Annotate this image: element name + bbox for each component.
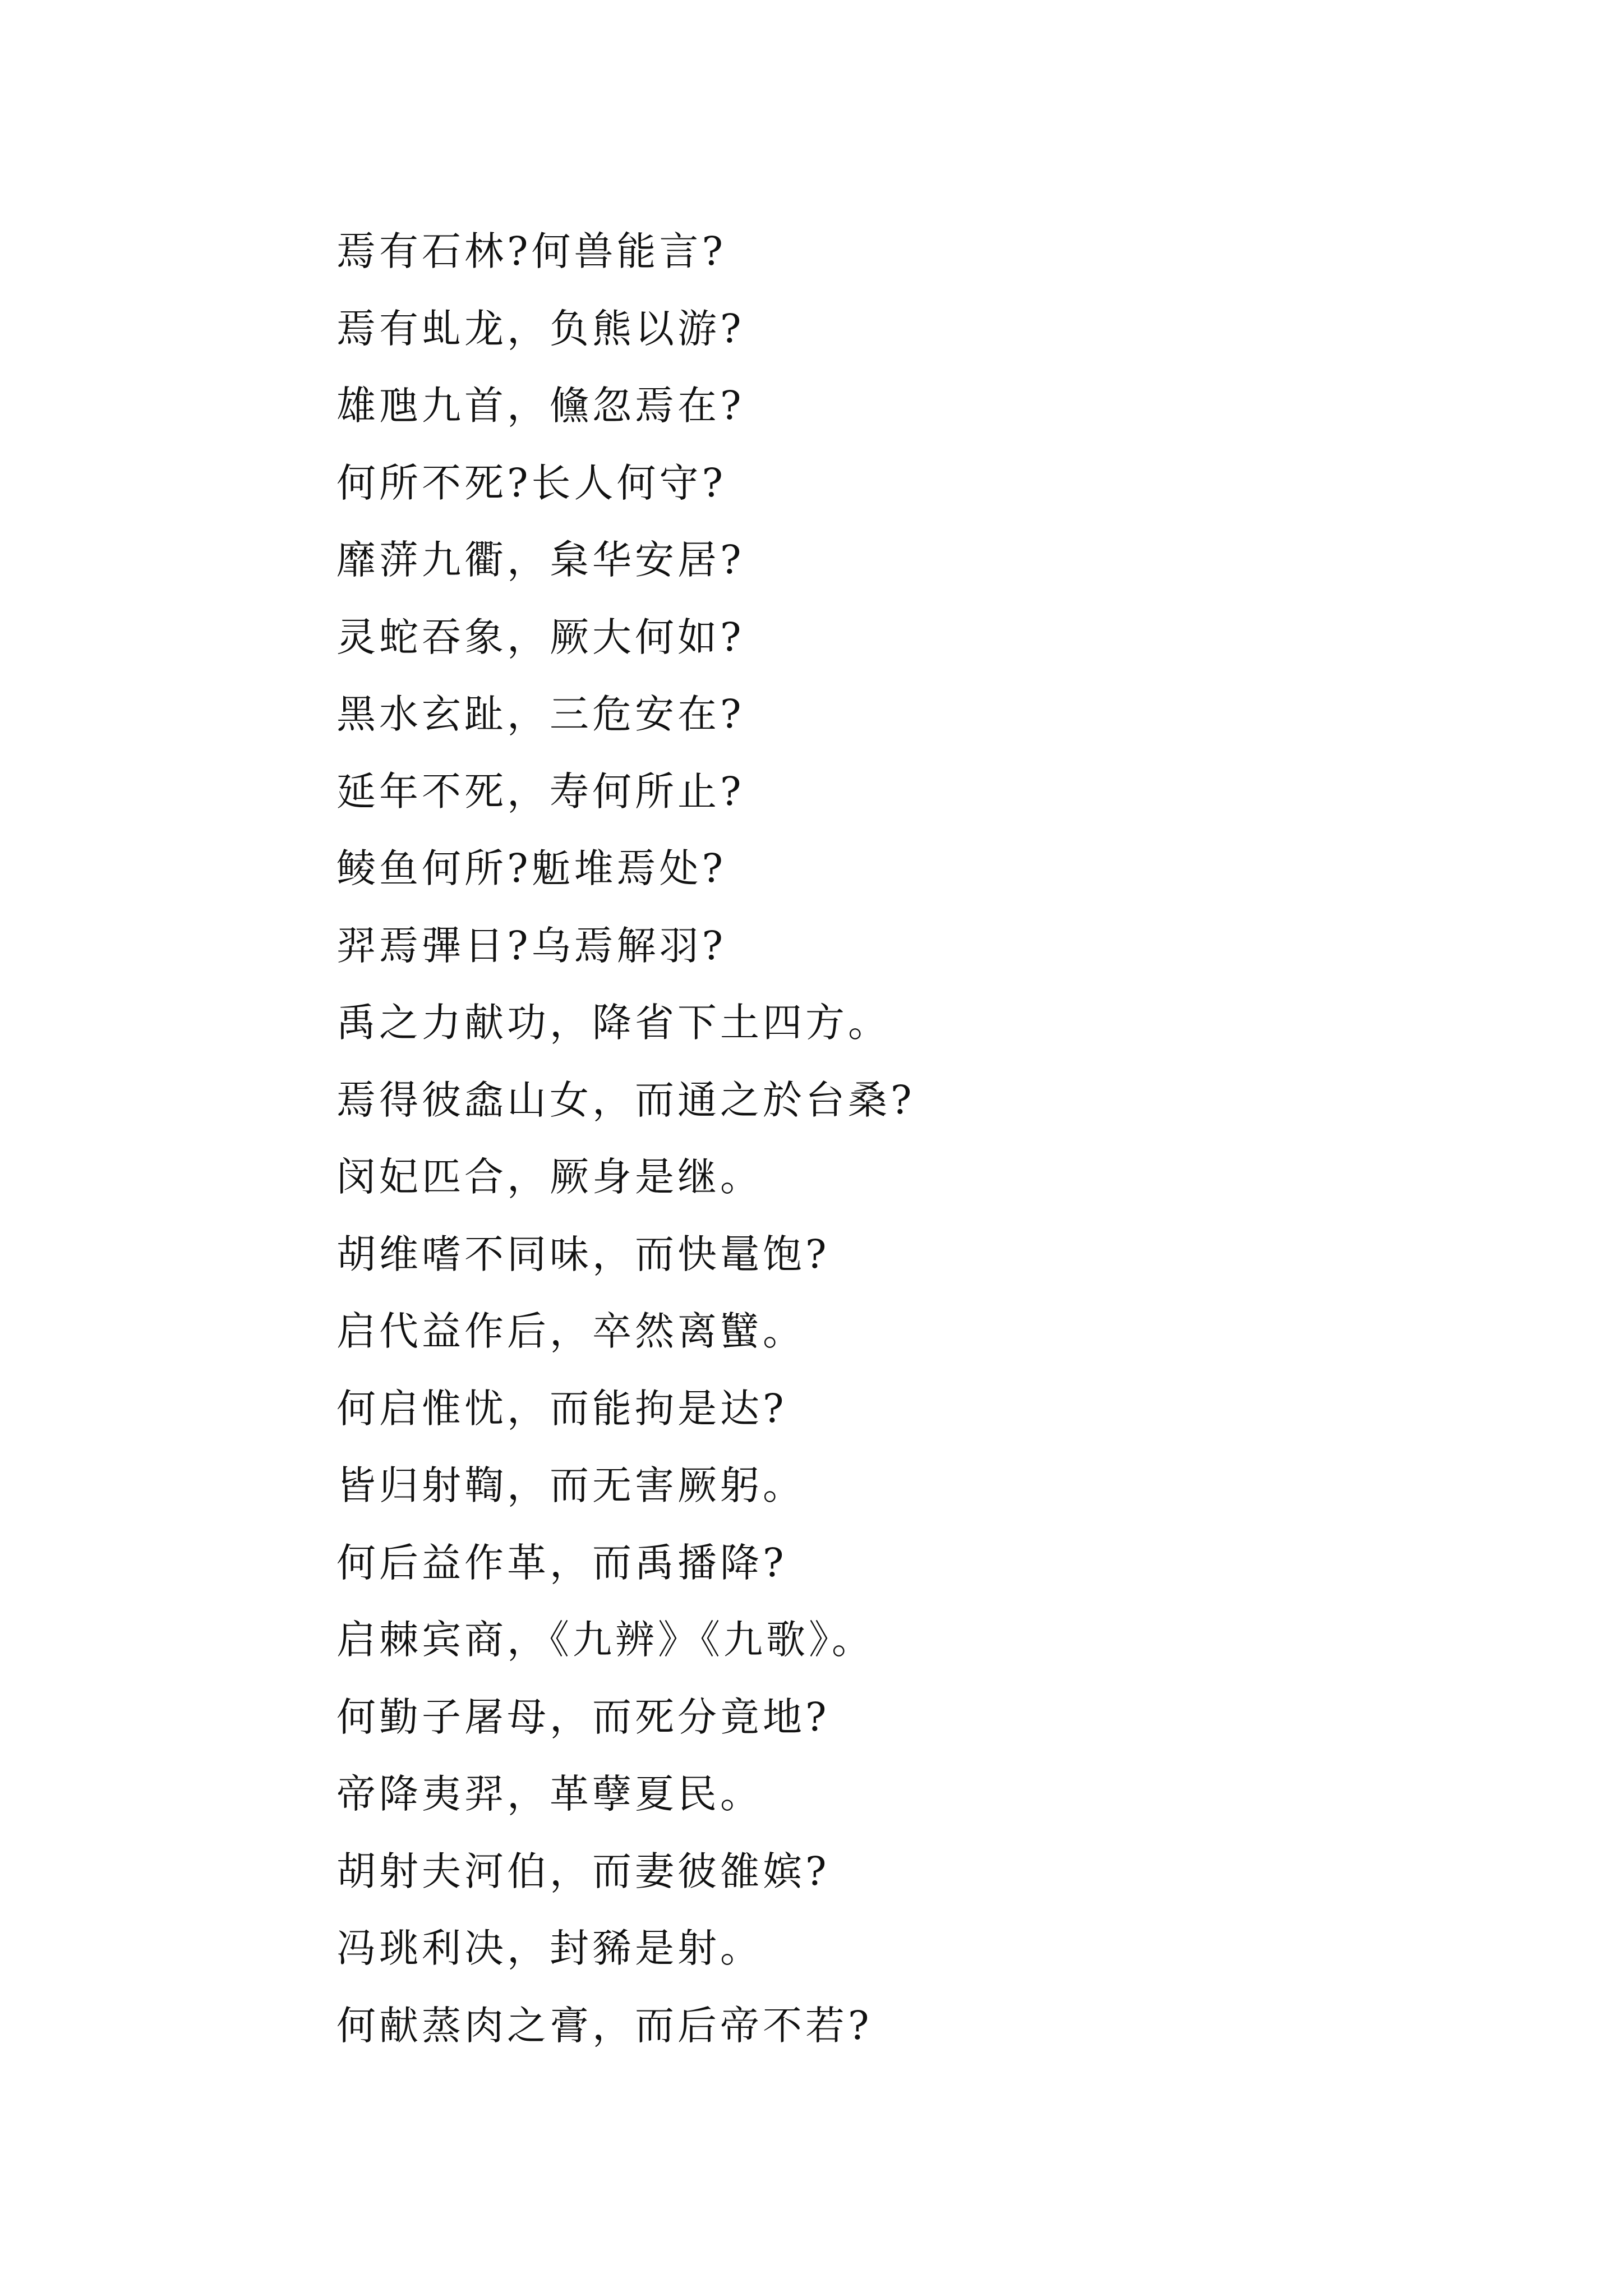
poem-line: 启棘宾商，《九辨》《九歌》。 <box>336 1617 874 1663</box>
poem-line: 焉有虬龙，负熊以游? <box>336 305 745 352</box>
poem-line: 焉得彼嵞山女，而通之於台桑? <box>336 1076 915 1123</box>
poem-line: 灵蛇吞象，厥大何如? <box>336 614 745 660</box>
poem-line: 何献蒸肉之膏，而后帝不若? <box>336 2002 873 2049</box>
poem-line: 胡维嗜不同味，而快鼌饱? <box>336 1231 830 1277</box>
poem-line: 何后益作革，而禹播降? <box>336 1539 787 1586</box>
poem-line: 皆归射鞫，而无害厥躬。 <box>336 1462 805 1508</box>
poem-line: 黑水玄趾，三危安在? <box>336 691 745 737</box>
poem-line: 雄虺九首，儵忽焉在? <box>336 383 745 429</box>
poem-line: 何所不死?长人何守? <box>336 459 727 506</box>
poem-line: 延年不死，寿何所止? <box>336 768 745 815</box>
poem-line: 羿焉彃日?乌焉解羽? <box>336 922 727 969</box>
poem-lines <box>336 213 1514 2064</box>
poem-line: 鲮鱼何所?鬿堆焉处? <box>336 845 727 891</box>
poem-line: 禹之力献功，降省下土四方。 <box>336 1000 891 1046</box>
poem-line: 何启惟忧，而能拘是达? <box>336 1385 787 1432</box>
poem-line: 帝降夷羿，革孽夏民。 <box>336 1771 763 1817</box>
poem-line: 胡射夫河伯，而妻彼雒嫔? <box>336 1848 830 1894</box>
poem-line: 闵妃匹合，厥身是继。 <box>336 1154 763 1200</box>
poem-line: 焉有石林?何兽能言? <box>336 228 727 274</box>
poem-line: 冯珧利决，封豨是射。 <box>336 1925 763 1971</box>
poem-line: 何勤子屠母，而死分竟地? <box>336 1694 830 1740</box>
poem-line: 靡蓱九衢，枲华安居? <box>336 537 745 583</box>
poem-line: 启代益作后，卒然离蠥。 <box>336 1308 805 1354</box>
